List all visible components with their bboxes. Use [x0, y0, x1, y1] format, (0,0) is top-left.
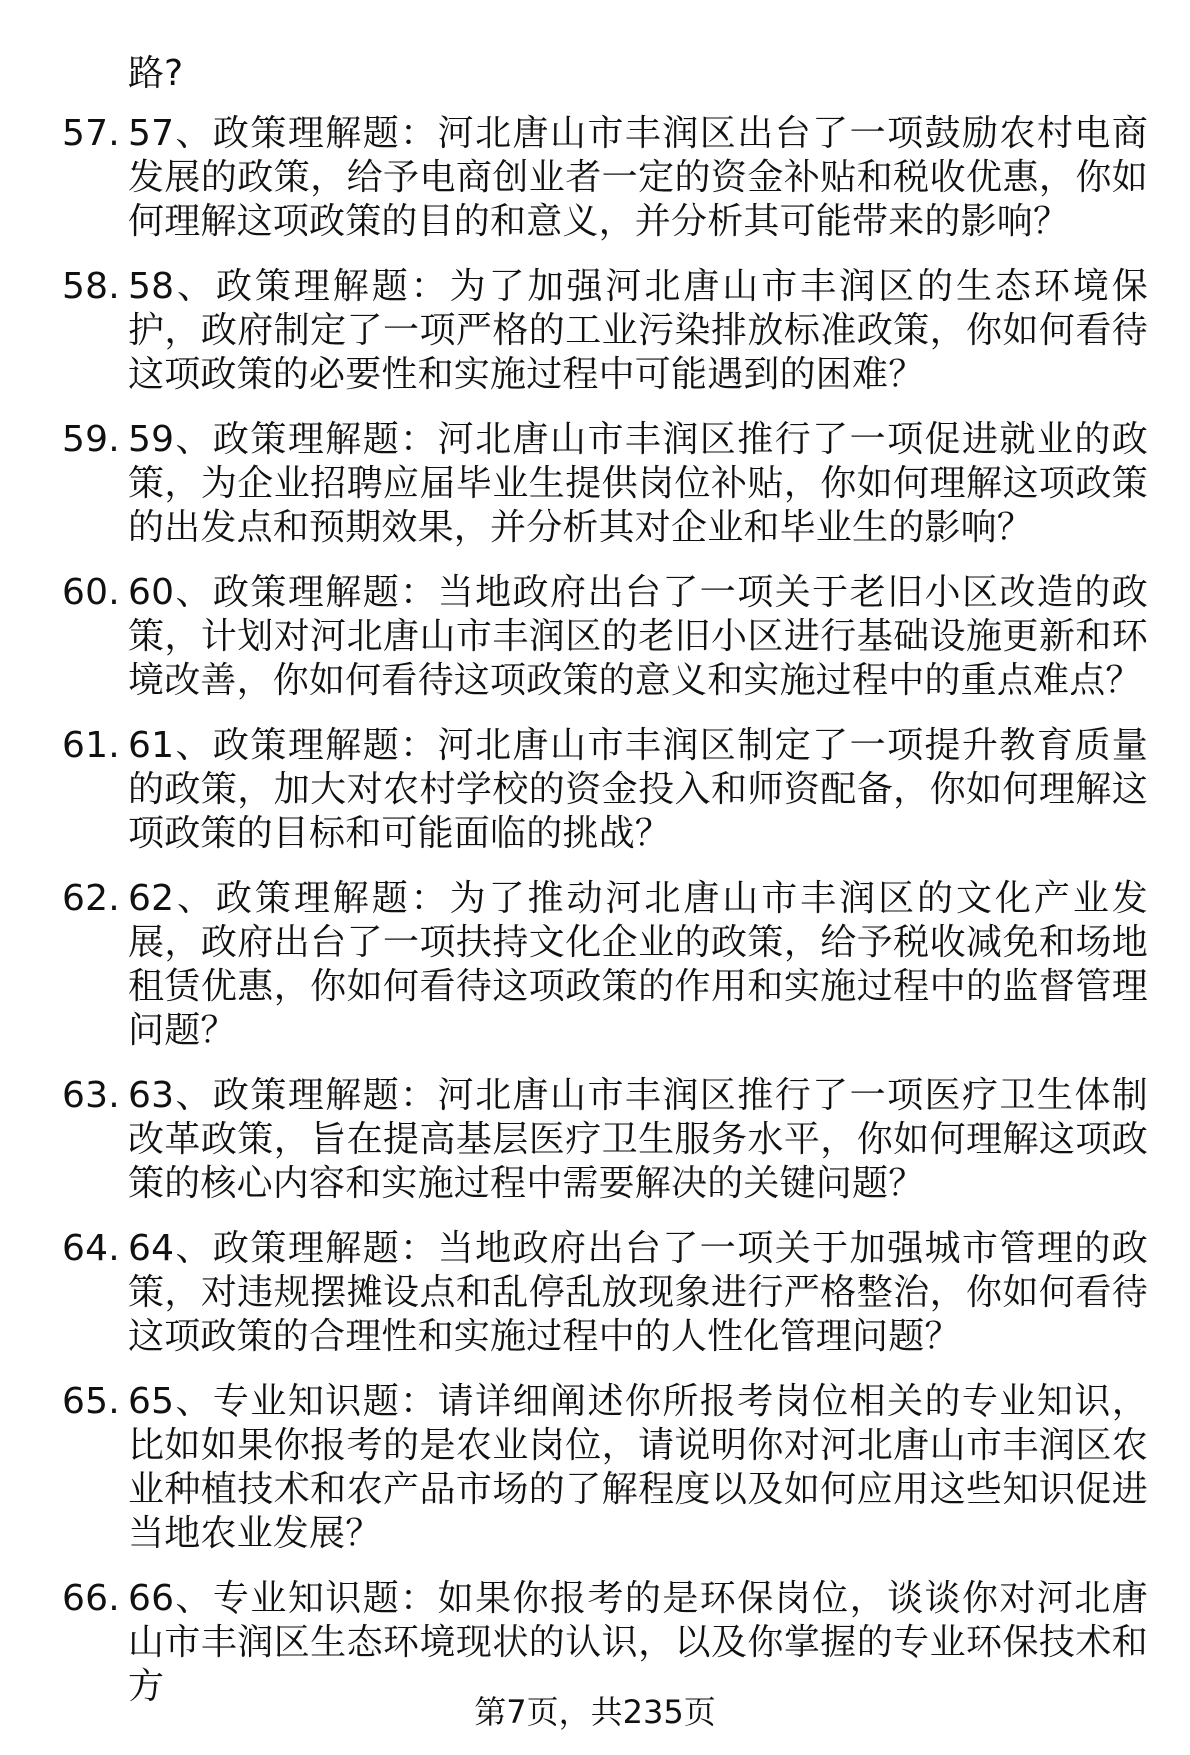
list-item-text: 64、政策理解题：当地政府出台了一项关于加强城市管理的政策，对违规摆摊设点和乱停乱放现象进行严格整治，你如何看待这项政策的合理性和实施过程中的人性化管理问题？ — [128, 1228, 1148, 1357]
question-list — [62, 112, 1148, 1730]
list-item-number: 57. — [62, 113, 120, 154]
list-item-number: 61. — [62, 725, 120, 766]
list-item-number: 62. — [62, 878, 120, 919]
list-item-text: 57、政策理解题：河北唐山市丰润区出台了一项鼓励农村电商发展的政策，给予电商创业者一定的资金补贴和税收优惠，你如何理解这项政策的目的和意义，并分析其可能带来的影响？ — [128, 113, 1148, 242]
list-item-text: 63、政策理解题：河北唐山市丰润区推行了一项医疗卫生体制改革政策，旨在提高基层医疗卫生服务水平，你如何理解这项政策的核心内容和实施过程中需要解决的关键问题？ — [128, 1075, 1148, 1204]
list-item — [62, 724, 1148, 856]
list-item-text: 61、政策理解题：河北唐山市丰润区制定了一项提升教育质量的政策，加大对农村学校的资金投入和师资配备，你如何理解这项政策的目标和可能面临的挑战？ — [128, 725, 1148, 854]
continuation-text: 路? — [128, 53, 184, 94]
list-item-text: 60、政策理解题：当地政府出台了一项关于老旧小区改造的政策，计划对河北唐山市丰润区的老旧小区进行基础设施更新和环境改善，你如何看待这项政策的意义和实施过程中的重点难点？ — [128, 572, 1148, 701]
list-item — [62, 265, 1148, 397]
list-item — [62, 877, 1148, 1053]
list-item-number: 66. — [62, 1578, 120, 1619]
list-item — [62, 1074, 1148, 1206]
list-item — [62, 1227, 1148, 1359]
list-item — [62, 571, 1148, 703]
list-item — [62, 1380, 1148, 1556]
list-item-text: 66、专业知识题：如果你报考的是环保岗位，谈谈你对河北唐山市丰润区生态环境现状的认识，以及你掌握的专业环保技术和方 — [128, 1578, 1148, 1707]
list-item-number: 58. — [62, 266, 120, 307]
list-item-number: 59. — [62, 419, 120, 460]
list-item-text: 59、政策理解题：河北唐山市丰润区推行了一项促进就业的政策，为企业招聘应届毕业生提供岗位补贴，你如何理解这项政策的出发点和预期效果，并分析其对企业和毕业生的影响？ — [128, 419, 1148, 548]
list-item-number: 64. — [62, 1228, 120, 1269]
list-item-number: 65. — [62, 1381, 120, 1422]
list-item-text: 65、专业知识题：请详细阐述你所报考岗位相关的专业知识，比如如果你报考的是农业岗位，请说明你对河北唐山市丰润区农业种植技术和农产品市场的了解程度以及如何应用这些知识促进当地农业发展？ — [128, 1381, 1148, 1554]
list-item-number: 60. — [62, 572, 120, 613]
page-footer: 第7页，共235页 — [474, 1693, 716, 1731]
list-item — [62, 1577, 1148, 1709]
list-item-text: 58、政策理解题：为了加强河北唐山市丰润区的生态环境保护，政府制定了一项严格的工业污染排放标准政策，你如何看待这项政策的必要性和实施过程中可能遇到的困难？ — [128, 266, 1148, 395]
list-item-number: 63. — [62, 1075, 120, 1116]
list-item-text: 62、政策理解题：为了推动河北唐山市丰润区的文化产业发展，政府出台了一项扶持文化企业的政策，给予税收减免和场地租赁优惠，你如何看待这项政策的作用和实施过程中的监督管理问题？ — [128, 878, 1148, 1051]
list-item — [62, 112, 1148, 244]
list-item — [62, 418, 1148, 550]
